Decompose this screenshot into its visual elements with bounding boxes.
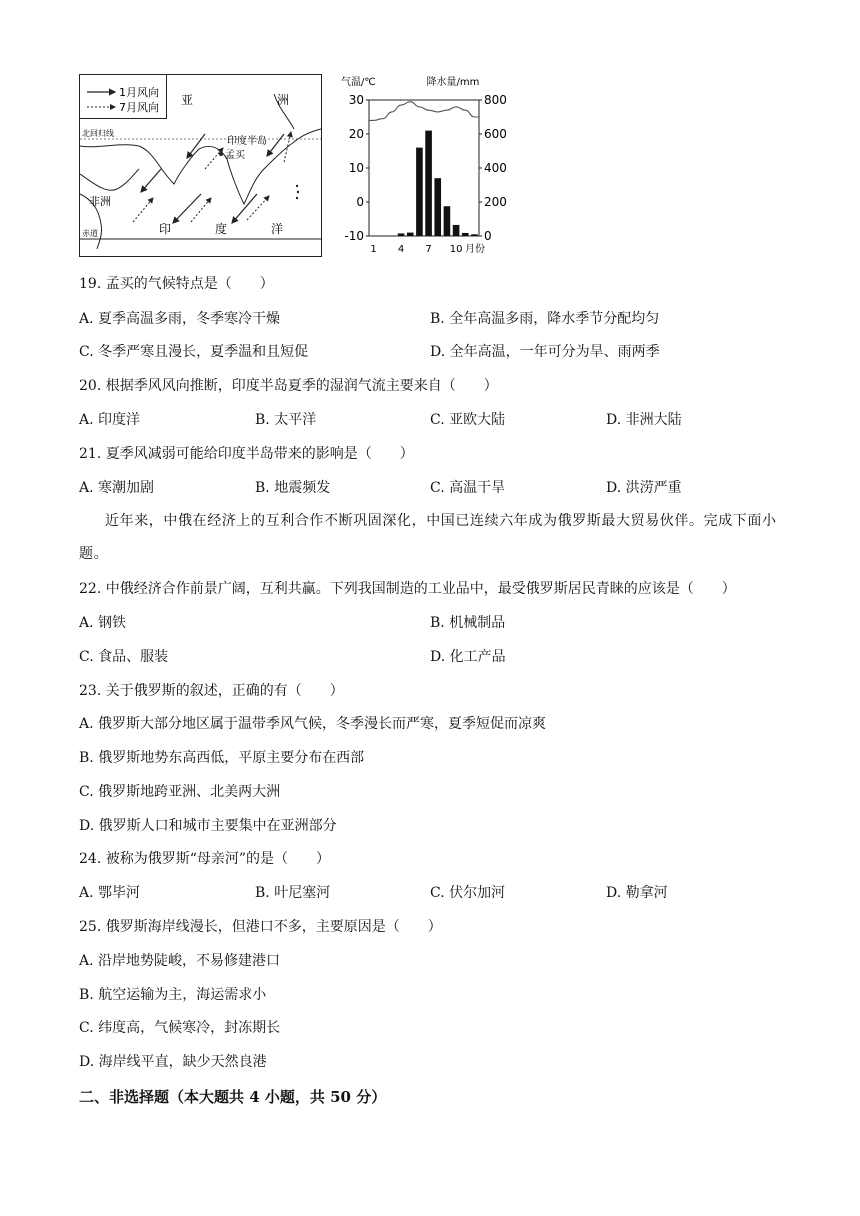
q21-stem: 21. 夏季风减弱可能给印度半岛带来的影响是（ ）: [79, 446, 414, 462]
q22-option-a[interactable]: A. 钢铁: [79, 615, 127, 631]
precip-bar: [425, 131, 432, 236]
temp-tick-label: -10: [344, 229, 364, 243]
africa-label: 非洲: [89, 195, 111, 208]
q20-options: [79, 411, 779, 429]
precip-bar: [444, 206, 451, 236]
month-unit: 月份: [465, 244, 485, 255]
q21-option-a[interactable]: A. 寒潮加剧: [79, 480, 155, 496]
monsoon-map: [79, 74, 322, 257]
q20-option-c[interactable]: C. 亚欧大陆: [430, 412, 506, 428]
month-tick-label: 1: [370, 244, 377, 255]
ocean-label-du: 度: [215, 222, 228, 236]
temp-tick-label: 10: [348, 161, 364, 175]
q22-stem: 22. 中俄经济合作前景广阔，互利共赢。下列我国制造的工业品中，最受俄罗斯居民青睐的应该是（ ）: [79, 581, 736, 597]
figures: [79, 74, 507, 264]
equator-label: 赤道: [82, 229, 98, 238]
q23-option-b[interactable]: B. 俄罗斯地势东高西低，平原主要分布在西部: [79, 750, 365, 766]
precip-tick-label: 200: [484, 195, 507, 209]
q24-option-c[interactable]: C. 伏尔加河: [430, 885, 506, 901]
precip-tick-label: 600: [484, 127, 507, 141]
q19-option-c[interactable]: C. 冬季严寒且漫长，夏季温和且短促: [79, 344, 309, 360]
tropic-label: 北回归线: [82, 129, 114, 138]
q21-option-c[interactable]: C. 高温干旱: [430, 480, 506, 496]
q19-option-b[interactable]: B. 全年高温多雨，降水季节分配均匀: [430, 311, 660, 327]
precip-bar: [416, 148, 423, 236]
q24-option-a[interactable]: A. 鄂毕河: [79, 885, 141, 901]
precip-tick-label: 0: [484, 229, 492, 243]
asia-label-ya: 亚: [181, 93, 194, 107]
q25-option-a[interactable]: A. 沿岸地势陡峻，不易修建港口: [79, 953, 281, 969]
month-tick-label: 10: [449, 244, 463, 255]
precip-tick-label: 400: [484, 161, 507, 175]
plot-frame: [369, 100, 479, 236]
q22-options-row1: [79, 614, 779, 632]
legend-jan: 1月风向: [119, 86, 159, 99]
ocean-label-yin: 印: [159, 222, 172, 236]
q19-stem: 19. 孟买的气候特点是（ ）: [79, 276, 274, 292]
climate-chart: [337, 74, 507, 259]
temp-tick-label: 20: [348, 127, 364, 141]
q24-options: [79, 884, 779, 902]
q21-option-d[interactable]: D. 洪涝严重: [606, 480, 682, 496]
q23-stem: 23. 关于俄罗斯的叙述，正确的有（ ）: [79, 683, 344, 699]
q21-option-b[interactable]: B. 地震频发: [255, 480, 331, 496]
q20-stem: 20. 根据季风风向推断，印度半岛夏季的湿润气流主要来自（ ）: [79, 378, 498, 394]
mumbai-label: 孟买: [225, 150, 245, 161]
precip-axis-title: 降水量/mm: [426, 77, 480, 88]
month-tick-label: 7: [425, 244, 432, 255]
temperature-curve: [369, 102, 479, 121]
precip-bar: [471, 234, 478, 236]
q21-options: [79, 479, 779, 497]
q25-option-d[interactable]: D. 海岸线平直，缺少天然良港: [79, 1054, 267, 1070]
q24-stem: 24. 被称为俄罗斯“母亲河”的是（ ）: [79, 851, 331, 867]
q19-option-a[interactable]: A. 夏季高温多雨，冬季寒冷干燥: [79, 311, 281, 327]
q25-option-b[interactable]: B. 航空运输为主，海运需求小: [79, 987, 267, 1003]
precip-tick-label: 800: [484, 93, 507, 107]
q22-option-c[interactable]: C. 食品、服装: [79, 649, 169, 665]
q23-option-a[interactable]: A. 俄罗斯大部分地区属于温带季风气候，冬季漫长而严寒，夏季短促而凉爽: [79, 716, 547, 732]
q19-options-row2: [79, 343, 779, 361]
q20-option-d[interactable]: D. 非洲大陆: [606, 412, 682, 428]
q25-stem: 25. 俄罗斯海岸线漫长，但港口不多，主要原因是（ ）: [79, 919, 442, 935]
q22-option-d[interactable]: D. 化工产品: [430, 649, 506, 665]
q24-option-d[interactable]: D. 勒拿河: [606, 885, 668, 901]
section-2-heading: 二、非选择题（本大题共 4 小题，共 50 分）: [79, 1088, 387, 1106]
asia-label-zhou: 洲: [277, 93, 290, 107]
q22-option-b[interactable]: B. 机械制品: [430, 615, 506, 631]
legend-jul: 7月风向: [119, 101, 159, 114]
precip-bar: [453, 225, 460, 236]
temp-tick-label: 30: [348, 93, 364, 107]
q20-option-a[interactable]: A. 印度洋: [79, 412, 141, 428]
q22-options-row2: [79, 648, 779, 666]
reading-passage: 近年来，中俄在经济上的互利合作不断巩固深化，中国已连续六年成为俄罗斯最大贸易伙伴。完成下面小题。: [79, 513, 777, 562]
q24-option-b[interactable]: B. 叶尼塞河: [255, 885, 331, 901]
q19-options-row1: [79, 310, 779, 328]
q23-option-d[interactable]: D. 俄罗斯人口和城市主要集中在亚洲部分: [79, 818, 337, 834]
month-tick-label: 4: [397, 244, 405, 255]
precip-bar: [434, 178, 441, 236]
precip-bar: [407, 233, 414, 236]
temp-tick-label: 0: [356, 195, 364, 209]
q20-option-b[interactable]: B. 太平洋: [255, 412, 317, 428]
precip-bar: [462, 233, 469, 236]
q25-option-c[interactable]: C. 纬度高，气候寒冷，封冻期长: [79, 1020, 281, 1036]
precip-bar: [398, 233, 405, 236]
peninsula-label: 印度半岛: [227, 136, 267, 147]
q23-option-c[interactable]: C. 俄罗斯地跨亚洲、北美两大洲: [79, 784, 281, 800]
ocean-label-yang: 洋: [271, 222, 284, 236]
temp-axis-title: 气温/℃: [341, 77, 376, 88]
q19-option-d[interactable]: D. 全年高温，一年可分为旱、雨两季: [430, 344, 660, 360]
